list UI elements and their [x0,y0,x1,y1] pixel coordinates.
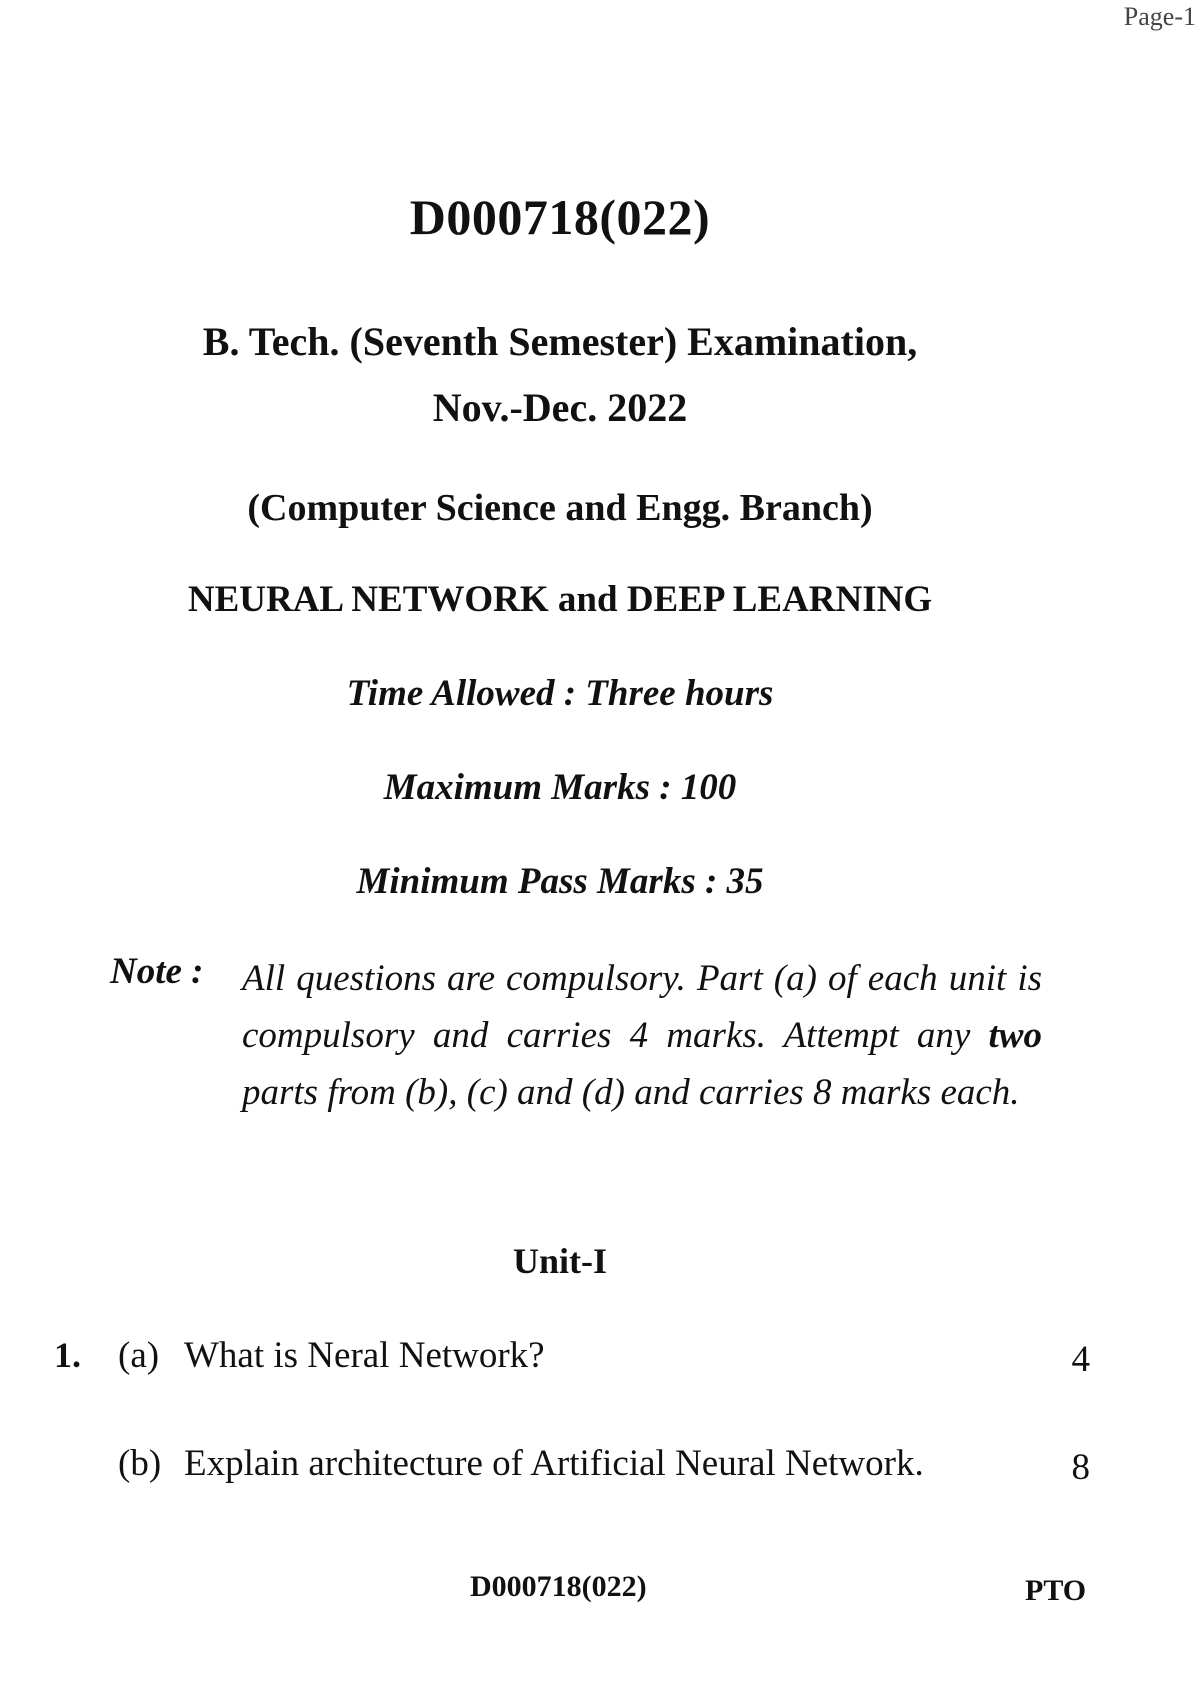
question-part-label: (b) [118,1443,162,1484]
page-number: Page-1 [1123,2,1196,31]
question-marks: 8 [1071,1447,1090,1488]
footer-paper-code: D000718(022) [470,1570,647,1603]
exam-title: B. Tech. (Seventh Semester) Examination, [202,319,918,364]
footer-pto: PTO [1025,1574,1087,1607]
question-part-label: (a) [118,1335,160,1376]
question-number: 1. [54,1335,81,1375]
subject-title: NEURAL NETWORK and DEEP LEARNING [187,579,933,620]
branch-name: (Computer Science and Engg. Branch) [247,487,873,529]
note-text-part1: All questions are compulsory. Part (a) of each unit is compulsory and carries 4 marks. Attempt any [242,958,1042,1056]
note-text [242,950,1042,1121]
question-text: What is Neral Network? [184,1335,545,1376]
note-label: Note : [110,951,204,992]
unit-heading: Unit-I [512,1241,607,1281]
question-text: Explain architecture of Artificial Neural Network. [184,1443,924,1484]
note-text-part2: parts from (b), (c) and (d) and carries 8 marks each. [242,1072,1020,1113]
exam-session: Nov.-Dec. 2022 [432,385,688,430]
time-allowed: Time Allowed : Three hours [346,673,774,714]
question-marks: 4 [1071,1339,1090,1380]
paper-code: D000718(022) [409,189,711,245]
maximum-marks: Maximum Marks : 100 [383,767,737,808]
minimum-pass-marks: Minimum Pass Marks : 35 [356,861,764,902]
note-text-bold: two [988,1015,1042,1056]
